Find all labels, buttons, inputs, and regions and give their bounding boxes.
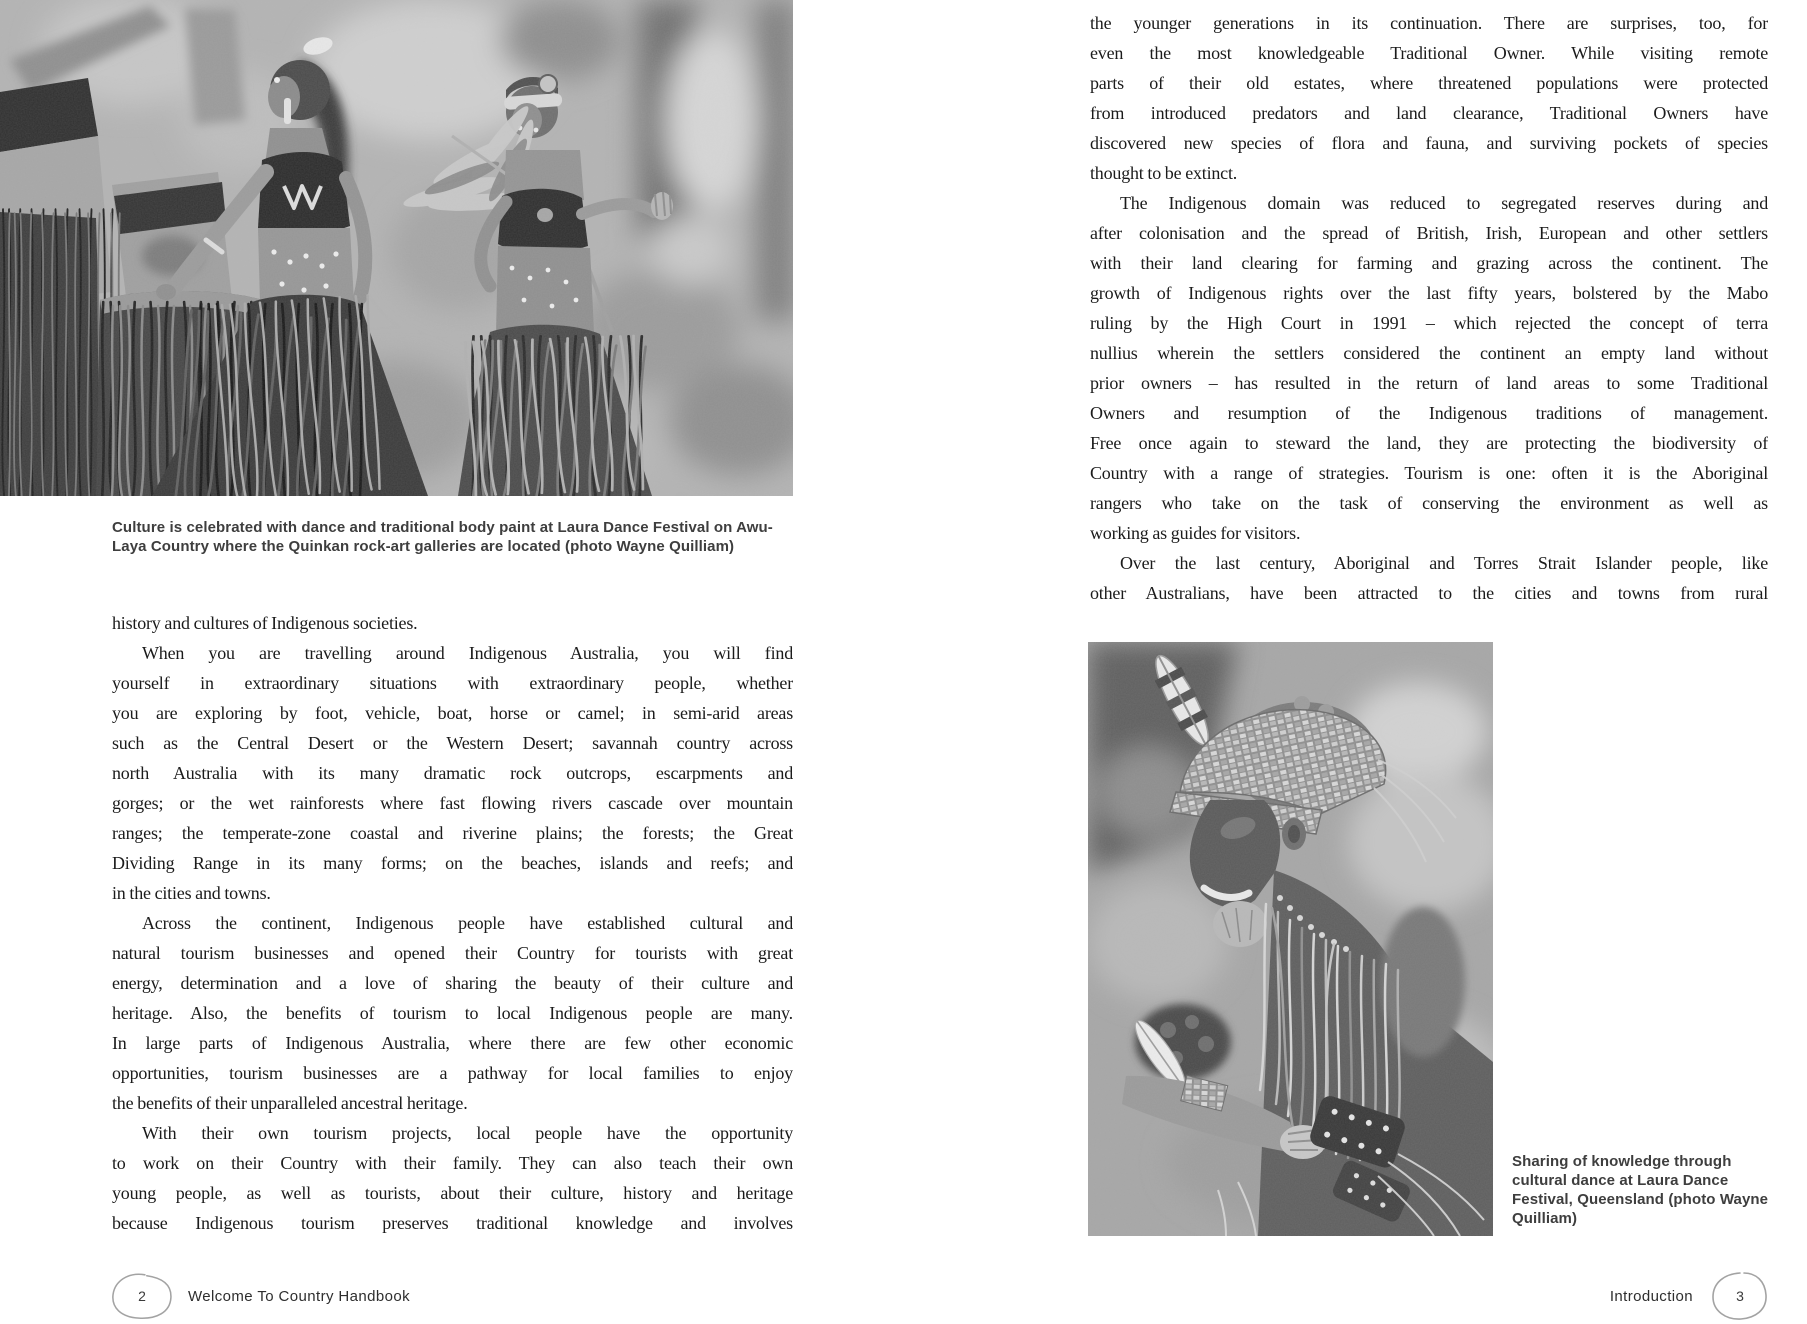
left-photo-art bbox=[0, 0, 793, 496]
right-photo-caption bbox=[1512, 1152, 1782, 1228]
left-photo bbox=[0, 0, 793, 496]
body-line: ranges; the temperate-zone coastal and riverine plains; the forests; the Great bbox=[112, 823, 793, 843]
body-line: Free once again to steward the land, they are protecting the biodiversity of bbox=[1090, 433, 1768, 453]
right-photo bbox=[1088, 642, 1493, 1236]
left-photo-caption bbox=[112, 518, 812, 556]
body-line: In large parts of Indigenous Australia, where there are few other economic bbox=[112, 1033, 793, 1053]
left-body-text bbox=[112, 608, 793, 1238]
right-photo-art bbox=[1088, 642, 1493, 1236]
body-line: ruling by the High Court in 1991 – which rejected the concept of terra bbox=[1090, 313, 1768, 333]
body-line: with their land clearing for farming and grazing across the continent. The bbox=[1090, 253, 1768, 273]
body-line: you are exploring by foot, vehicle, boat, horse or camel; in semi-arid areas bbox=[112, 703, 793, 723]
right-body-text bbox=[1090, 8, 1768, 608]
caption-line: Sharing of knowledge through bbox=[1512, 1153, 1732, 1170]
footer-book-title: Welcome To Country Handbook bbox=[188, 1288, 411, 1305]
body-line: even the most knowledgeable Traditional Owner. While visiting remote bbox=[1090, 43, 1768, 63]
page-number-left: 2 bbox=[138, 1288, 146, 1304]
body-line: When you are travelling around Indigenous Australia, you will find bbox=[142, 643, 793, 663]
body-line: yourself in extraordinary situations with extraordinary people, whether bbox=[112, 673, 793, 693]
caption-line: Quilliam) bbox=[1512, 1210, 1578, 1227]
footer-section-title: Introduction bbox=[1609, 1288, 1693, 1305]
body-line: Over the last century, Aboriginal and Torres Strait Islander people, like bbox=[1120, 553, 1768, 573]
body-line: young people, as well as tourists, about their culture, history and heritage bbox=[112, 1183, 793, 1203]
body-line: rangers who take on the task of conserving the environment as well as bbox=[1090, 493, 1768, 513]
page-number-badge-right bbox=[1710, 1270, 1770, 1322]
page-number-badge-left bbox=[110, 1270, 174, 1322]
body-line: parts of their old estates, where threatened populations were protected bbox=[1090, 73, 1768, 93]
body-line: thought to be extinct. bbox=[1090, 163, 1238, 183]
body-line: history and cultures of Indigenous societies. bbox=[112, 613, 418, 633]
body-line: gorges; or the wet rainforests where fast flowing rivers cascade over mountain bbox=[112, 793, 793, 813]
body-line: the benefits of their unparalleled ancestral heritage. bbox=[112, 1093, 468, 1113]
body-line: the younger generations in its continuation. There are surprises, too, for bbox=[1090, 13, 1768, 33]
body-line: energy, determination and a love of sharing the beauty of their culture and bbox=[112, 973, 793, 993]
body-line: in the cities and towns. bbox=[112, 883, 271, 903]
caption-line: Festival, Queensland (photo Wayne bbox=[1512, 1191, 1769, 1208]
body-line: Dividing Range in its many forms; on the beaches, islands and reefs; and bbox=[112, 853, 793, 873]
body-line: after colonisation and the spread of British, Irish, European and other settlers bbox=[1090, 223, 1768, 243]
body-line: prior owners – has resulted in the return of land areas to some Traditional bbox=[1090, 373, 1768, 393]
body-line: such as the Central Desert or the Western Desert; savannah country across bbox=[112, 733, 793, 753]
body-line: nullius wherein the settlers considered the continent an empty land without bbox=[1090, 343, 1768, 363]
body-line: working as guides for visitors. bbox=[1090, 523, 1301, 543]
body-line: north Australia with its many dramatic rock outcrops, escarpments and bbox=[112, 763, 793, 783]
body-line: discovered new species of flora and fauna, and surviving pockets of species bbox=[1090, 133, 1768, 153]
caption-line: Culture is celebrated with dance and traditional body paint at Laura Dance Festival on Awu- bbox=[112, 519, 773, 536]
caption-line: cultural dance at Laura Dance bbox=[1512, 1172, 1729, 1189]
body-line: from introduced predators and land clearance, Traditional Owners have bbox=[1090, 103, 1768, 123]
body-line: natural tourism businesses and opened their Country for tourists with great bbox=[112, 943, 793, 963]
body-line: Owners and resumption of the Indigenous traditions of management. bbox=[1090, 403, 1768, 423]
body-line: The Indigenous domain was reduced to segregated reserves during and bbox=[1120, 193, 1768, 213]
body-line: because Indigenous tourism preserves traditional knowledge and involves bbox=[112, 1213, 793, 1233]
body-line: Across the continent, Indigenous people have established cultural and bbox=[142, 913, 793, 933]
body-line: heritage. Also, the benefits of tourism to local Indigenous people are many. bbox=[112, 1003, 793, 1023]
caption-line: Laya Country where the Quinkan rock-art galleries are located (photo Wayne Quilliam) bbox=[112, 538, 735, 555]
body-line: Country with a range of strategies. Tourism is one: often it is the Aboriginal bbox=[1090, 463, 1768, 483]
body-line: With their own tourism projects, local people have the opportunity bbox=[142, 1123, 793, 1143]
body-line: opportunities, tourism businesses are a pathway for local families to enjoy bbox=[112, 1063, 793, 1083]
page-number-right: 3 bbox=[1736, 1288, 1744, 1304]
body-line: to work on their Country with their family. They can also teach their own bbox=[112, 1153, 793, 1173]
body-line: other Australians, have been attracted to the cities and towns from rural bbox=[1090, 583, 1768, 603]
body-line: growth of Indigenous rights over the last fifty years, bolstered by the Mabo bbox=[1090, 283, 1768, 303]
